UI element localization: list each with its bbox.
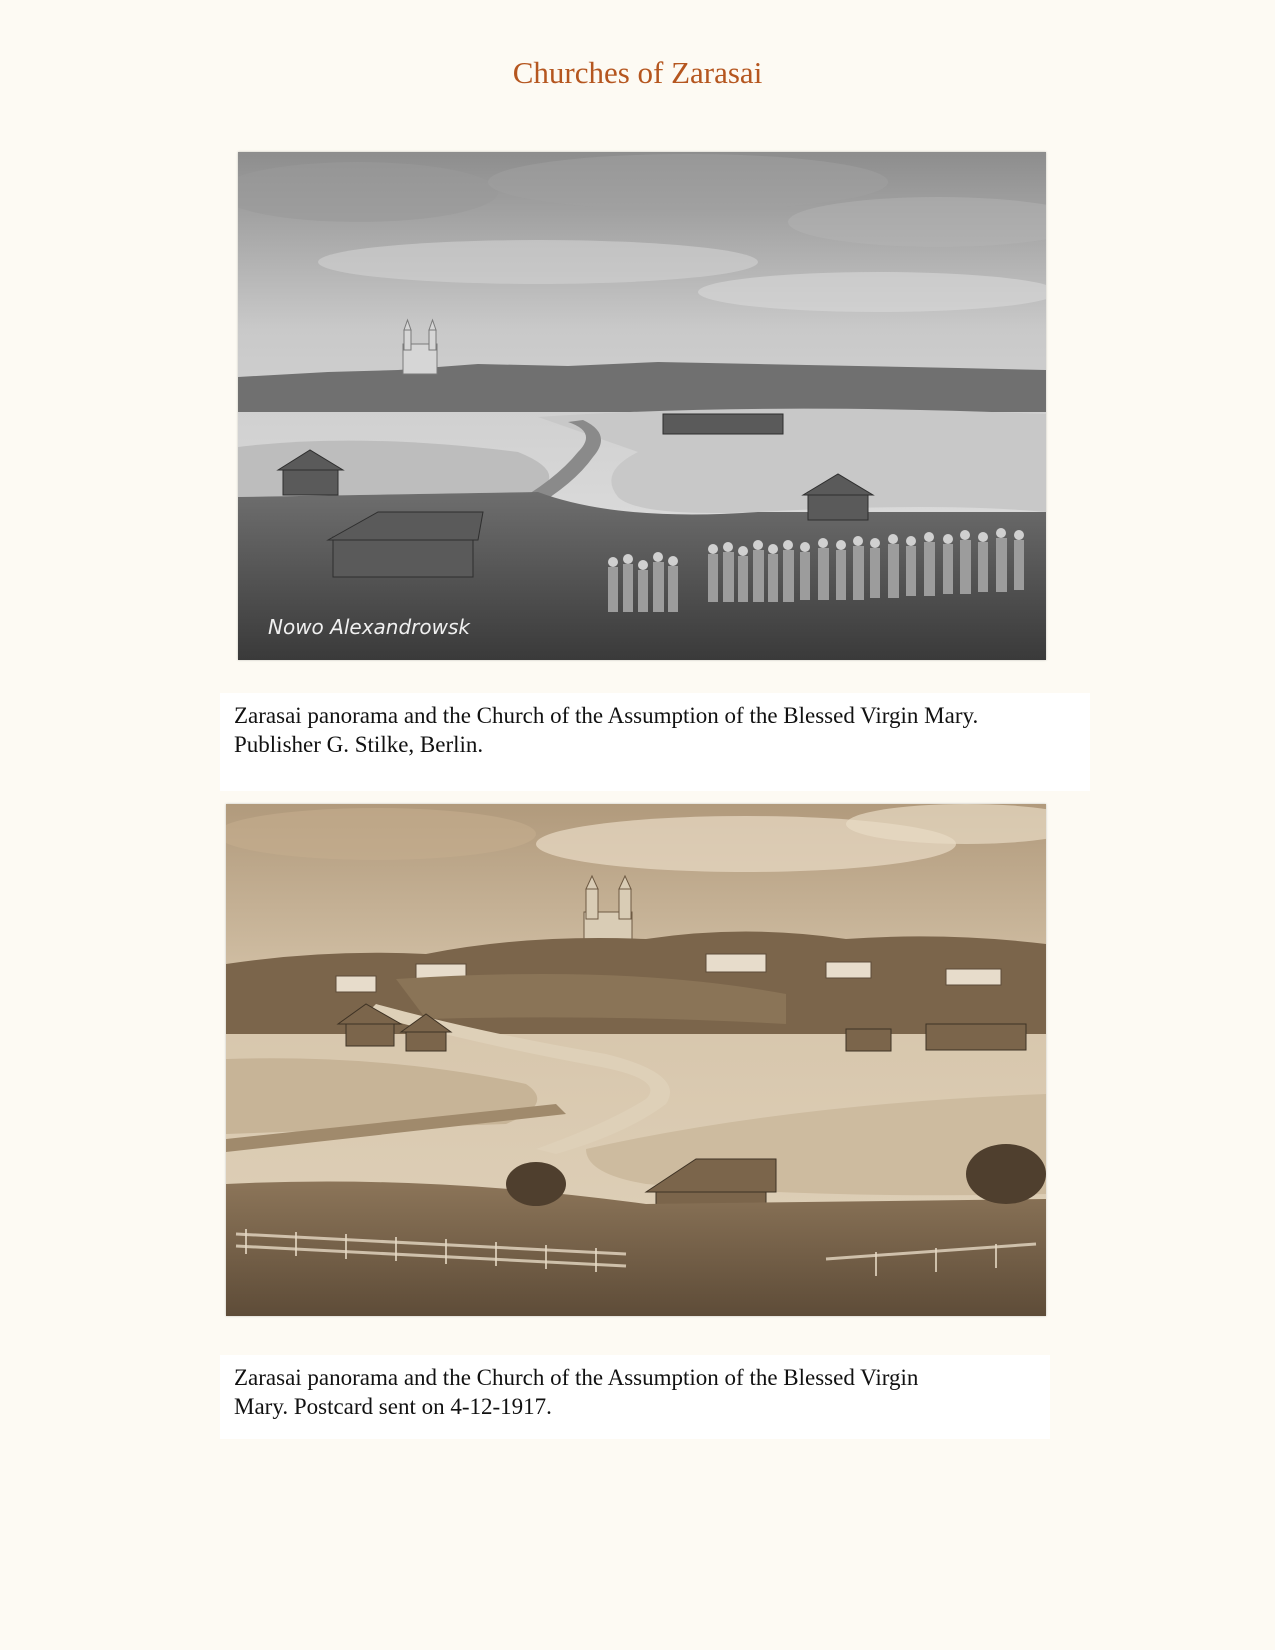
caption-2-line-1: Zarasai panorama and the Church of the Assumption of the Blessed Virgin [234,1365,919,1390]
caption-1-line-2: Publisher G. Stilke, Berlin. [234,732,484,757]
postcard-inscription: Nowo Alexandrowsk [268,615,470,639]
panorama-illustration-2 [226,804,1046,1316]
caption-2-line-2: Mary. Postcard sent on 4-12-1917. [234,1394,552,1419]
photo-caption-2 [220,1355,1050,1439]
postcard-photo-grayscale [238,152,1046,660]
caption-1-line-1: Zarasai panorama and the Church of the Assumption of the Blessed Virgin Mary. [234,703,979,728]
page-title: Churches of Zarasai [512,55,763,90]
postcard-photo-sepia [226,804,1046,1316]
photo-caption-1 [220,693,1090,791]
panorama-illustration-1 [238,152,1046,660]
